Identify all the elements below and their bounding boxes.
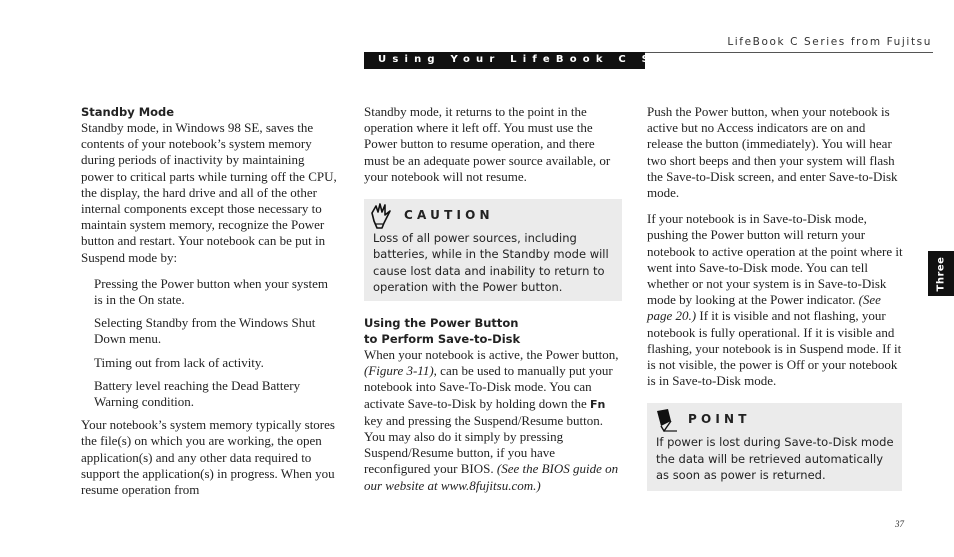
header-section-title: Using Your LifeBook C Series [378, 54, 714, 65]
power-button-text-c: key and pressing the Suspend/Resume button. You may also do it simply by pressing Suspend/Resume button, if you have reconfigured your BIOS. [364, 412, 604, 477]
list-item: Timing out from lack of activity. [94, 354, 264, 370]
column-1 [81, 104, 337, 498]
caution-text: Loss of all power sources, including batteries, while in the Standby mode will cause lost data and inability to return to operation with the Power button. [373, 231, 609, 294]
save-to-disk-text-b: If it is visible and not flashing, your notebook is fully operational. If it is visible and flashing, your notebook is in Suspend mode. If it is not visible, the power is Off or your notebook is in Save-to-Disk mode. [647, 308, 902, 389]
header-series-title: LifeBook C Series from Fujitsu [727, 36, 932, 48]
standby-intro-paragraph: Standby mode, in Windows 98 SE, saves the contents of your notebook’s system memory during periods of inactivity by maintaining power to critical parts while turning off the CPU, the display, the hard drive and all of the other internal components except those necessary to maintain system memory, recognize the Power button and restart. Your notebook can be put in Suspend mode by: [81, 120, 337, 265]
power-button-heading-line1: Using the Power Button [364, 316, 519, 331]
list-item: Battery level reaching the Dead Battery Warning condition. [94, 377, 301, 410]
point-box [647, 403, 902, 491]
standby-mode-heading: Standby Mode [81, 105, 175, 119]
caution-hand-icon [370, 203, 392, 233]
save-to-disk-text-a: If your notebook is in Save-to-Disk mode, pushing the Power button will return your notebook to active operation at the point where it went into Save-to-Disk mode. You can tell whether or not your system is in Save-to-Disk mode by looking at the Power indicator. [647, 211, 903, 308]
save-to-disk-paragraph [647, 211, 903, 389]
figure-reference: (Figure 3-11) [364, 363, 434, 379]
power-button-text-b: , can be used to manually put your notebook into Save-To-Disk mode. You can activate Save-to-Disk by holding down the [364, 363, 613, 411]
header-section-bar [364, 52, 714, 69]
header-divider [645, 52, 933, 53]
caution-title: CAUTION [404, 208, 494, 223]
list-item: Pressing the Power button when your system is in the On state. [94, 275, 328, 308]
power-button-heading-line2: to Perform Save-to-Disk [364, 332, 521, 347]
point-pen-icon [655, 408, 679, 436]
chapter-tab [928, 251, 954, 296]
list-item: Selecting Standby from the Windows Shut Down menu. [94, 315, 316, 347]
column-3 [647, 104, 903, 491]
column-2 [364, 104, 620, 494]
page-reference: (See page 20.) [647, 292, 881, 324]
system-memory-paragraph: Your notebook’s system memory typically stores the file(s) on which you are working, the open application(s) and any other data required to support the application(s) in progress. When you resume operation from [81, 417, 335, 498]
point-title: POINT [688, 412, 751, 427]
fn-key-label: Fn [590, 397, 606, 411]
caution-box [364, 199, 622, 301]
chapter-tab-label: Three [935, 256, 947, 291]
bios-guide-reference: (See the BIOS guide on our website at www.8fujitsu.com.) [364, 461, 619, 493]
page-number: 37 [895, 519, 904, 529]
power-button-text-a: When your notebook is active, the Power button, [364, 347, 619, 363]
power-button-paragraph [364, 347, 620, 494]
push-power-paragraph: Push the Power button, when your notebook is active but no Access indicators are on and release the button (immediately). You will hear two short beeps and then your system will flash the Save-to-Disk screen, and enter Save-to-Disk mode. [647, 104, 898, 201]
standby-resume-paragraph: Standby mode, it returns to the point in the operation where it left off. You must use the Power button to resume operation, and there must be an adequate power source available, or your notebook will not resume. [364, 104, 611, 184]
point-text: If power is lost during Save-to-Disk mode the data will be retrieved automatically as soon as power is returned. [656, 435, 894, 483]
